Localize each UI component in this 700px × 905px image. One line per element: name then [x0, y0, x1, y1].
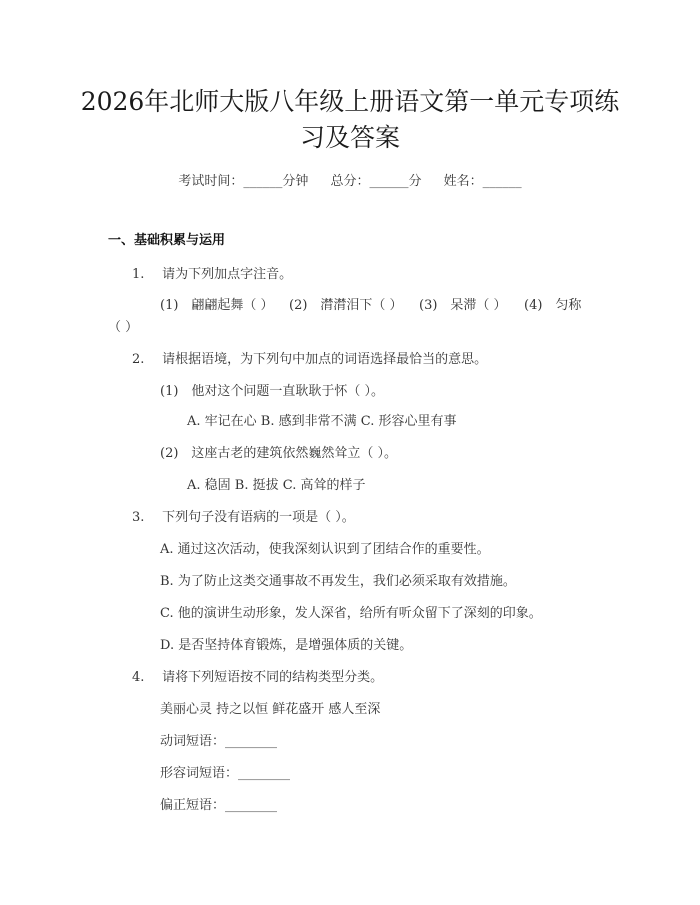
q2-sub-2: (2) 这座古老的建筑依然巍然耸立（ ）。 — [160, 446, 398, 461]
document-title: 2026年北师大版八年级上册语文第一单元专项练习及答案 — [80, 87, 620, 152]
q3-option-a: A. 通过这次活动，使我深刻认识到了团结合作的重要性。 — [160, 542, 490, 557]
q3-option-d: D. 是否坚持体育锻炼，是增强体质的关键。 — [160, 638, 413, 653]
q2-sub-1: (1) 他对这个问题一直耿耿于怀（ ）。 — [160, 384, 385, 399]
question-number: 1. — [132, 267, 145, 282]
question-4 — [132, 666, 383, 685]
q1-item-4-answer: （ ） — [108, 320, 139, 335]
q4-phrases: 美丽心灵 持之以恒 鲜花盛开 感人至深 — [160, 702, 381, 717]
question-stem: 请将下列短语按不同的结构类型分类。 — [162, 670, 384, 685]
question-2 — [132, 348, 487, 367]
question-number: 3. — [132, 510, 145, 525]
q3-option-b: B. 为了防止这类交通事故不再发生，我们必须采取有效措施。 — [160, 574, 516, 589]
question-stem: 请根据语境，为下列句中加点的词语选择最恰当的意思。 — [162, 352, 488, 367]
q3-option-c: C. 他的演讲生动形象，发人深省，给所有听众留下了深刻的印象。 — [160, 606, 542, 621]
question-number: 2. — [132, 352, 145, 367]
section-heading: 一、基础积累与运用 — [108, 233, 226, 248]
q2-sub-1-options: A. 牢记在心 B. 感到非常不满 C. 形容心里有事 — [187, 414, 457, 429]
q1-item-3: (3) 呆滞（ ） — [419, 298, 507, 313]
exam-meta — [0, 170, 700, 189]
question-stem: 请为下列加点字注音。 — [162, 267, 293, 282]
exam-score: 总分：______分 — [330, 174, 422, 189]
q1-item-2: (2) 潸潸泪下（ ） — [289, 298, 403, 313]
q1-item-4: (4) 匀称 — [524, 298, 582, 313]
question-3 — [132, 506, 355, 525]
q4-verb-phrases: 动词短语：________ — [160, 734, 278, 749]
q1-item-1: (1) 翩翩起舞（ ） — [160, 298, 274, 313]
question-stem: 下列句子没有语病的一项是（ ）。 — [162, 510, 355, 525]
q2-sub-2-options: A. 稳固 B. 挺拔 C. 高耸的样子 — [187, 478, 366, 493]
student-name: 姓名：______ — [443, 174, 522, 189]
q4-adjective-phrases: 形容词短语：________ — [160, 766, 291, 781]
exam-time: 考试时间：______分钟 — [178, 174, 309, 189]
question-number: 4. — [132, 670, 145, 685]
q4-modifier-phrases: 偏正短语：________ — [160, 798, 278, 813]
question-1 — [132, 263, 292, 282]
